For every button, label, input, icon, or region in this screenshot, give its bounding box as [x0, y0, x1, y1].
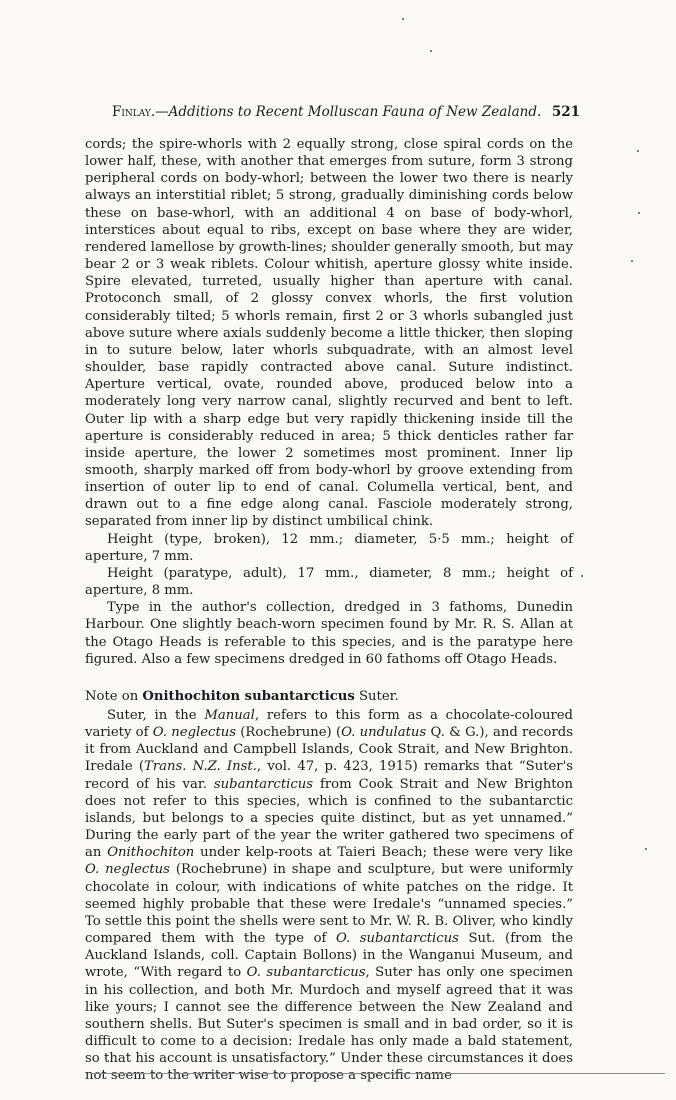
scan-speck — [402, 18, 404, 20]
text-run: , refers to this form as a chocolate-coloured variety of — [85, 708, 573, 741]
measurement-paratype: Height (paratype, adult), 17 mm., diameter, 8 mm.; height of aperture, 8 mm. — [85, 565, 573, 599]
header-dash: — — [155, 104, 169, 120]
scan-speck — [637, 150, 639, 152]
italic-term: O. subantarcticus — [335, 931, 459, 947]
italic-term: O. undulatus — [341, 725, 427, 741]
section-heading-prefix: Note on — [85, 688, 139, 704]
italic-term: O. neglectus — [152, 725, 236, 741]
scan-speck — [645, 848, 647, 850]
scan-speck — [638, 212, 640, 214]
text-run: (Rochebrune) ( — [236, 725, 342, 741]
footer-rule — [90, 1073, 665, 1074]
species-description-paragraph: cords; the spire-whorls with 2 equally strong, close spiral cords on the lower half, these, with another that emerges from suture, form 3 strong peripheral cords on body-whorl; between the lower two there is nearly always an interstitial riblet; 5 strong, gradually diminishing cords below these on base-whorl, with an additional 4 on base of body-whorl, interstices about equal to ribs, except on base where they are wider, rendered lamellose by growth-lines; shoulder generally smooth, but may bear 2 or 3 weak riblets. Colour whitish, aperture glossy white inside. Spire elevated, turreted, usually higher than aperture with canal. Protoconch small, of 2 glossy convex whorls, the first volution considerably tilted; 5 whorls remain, first 2 or 3 whorls subangled just above suture where axials suddenly become a little thicker, then sloping in to suture below, later whorls subquadrate, with an almost level shoulder, base rapidly contracted above canal. Suture indistinct. Aperture vertical, ovate, rounded above, produced below into a moderately long very narrow canal, slightly recurved and bent to left. Outer lip with a sharp edge but very rapidly thickening inside till the aperture is considerably reduced in area; 5 thick denticles rather far inside aperture, the lower 2 sometimes most prominent. Inner lip smooth, sharply marked off from body-whorl by groove extending from insertion of outer lip to end of canal. Columella vertical, bent, and drawn out to a fine edge along canal. Fasciole moderately strong, separated from inner lip by distinct umbilical chink. — [85, 137, 573, 530]
scan-speck — [430, 50, 432, 52]
header-title: Additions to Recent Molluscan Fauna of New Zealand. — [168, 104, 542, 120]
section-heading-species: Onithochiton subantarcticus — [142, 688, 355, 704]
text-run: from Cook Strait and New Brighton does not refer to this species, which is confined to the subantarctic islands, but belongs to a species quite distinct, but as yet unnamed.” During the early part of the year the writer gathered two specimens of an — [85, 776, 573, 861]
text-run: , vol. 47, p. 423, 1915) remarks that “Suter's record of his var. — [85, 759, 573, 792]
scan-speck — [581, 575, 583, 577]
italic-term: O. subantarcticus — [246, 965, 366, 981]
text-run: , Suter has only one specimen in his collection, and both Mr. Murdoch and myself agreed that it was like yours; I cannot see the difference between the New Zealand and southern shells. But Suter's specimen is small and in bad order, so it is difficult to come to a decision: Iredale has only made a bald statement, so that his account is unsatisfactory.” Under these circumstances it does not seem to the writer wise to propose a specific name — [85, 965, 573, 1084]
note-paragraph — [85, 707, 573, 1084]
page-number: 521 — [551, 104, 580, 120]
italic-term: Onithochiton — [107, 845, 195, 861]
italic-term: Trans. N.Z. Inst. — [144, 759, 257, 775]
italic-term: O. neglectus — [85, 862, 170, 878]
body-text — [85, 136, 573, 1084]
header-author: Finlay. — [112, 104, 156, 120]
section-heading-author: Suter. — [359, 688, 399, 704]
text-run: (Rochebrune) in shape and sculpture, but were uniformly chocolate in colour, with indications of white patches on the ridge. It seemed highly probable that these were Iredale's “unnamed species.” To settle this point the shells were sent to Mr. W. R. B. Oliver, who kindly compared them with the type of — [85, 862, 573, 947]
scan-speck — [631, 260, 633, 262]
text-run: under kelp-roots at Taieri Beach; these were very like — [194, 845, 573, 861]
text-run: Sut. (from the Auckland Islands, coll. Captain Bollons) in the Wanganui Museum, and wrote, “With regard to — [85, 931, 574, 981]
text-run: Q. & G.), and records it from Auckland and Campbell Islands, Cook Strait, and New Brighton. Iredale ( — [85, 725, 573, 775]
text-run: Suter, in the — [107, 708, 205, 723]
section-heading — [85, 688, 573, 705]
measurement-type: Height (type, broken), 12 mm.; diameter, 5·5 mm.; height of aperture, 7 mm. — [85, 531, 573, 564]
running-header — [112, 103, 580, 121]
italic-term: Manual — [204, 708, 255, 723]
type-locality-paragraph: Type in the author's collection, dredged in 3 fathoms, Dunedin Harbour. One slightly beach-worn specimen found by Mr. R. S. Allan at the Otago Heads is referable to this species, and is the paratype here figured. Also a few specimens dredged in 60 fathoms off Otago Heads. — [85, 600, 573, 667]
italic-term: subantarcticus — [213, 776, 313, 792]
